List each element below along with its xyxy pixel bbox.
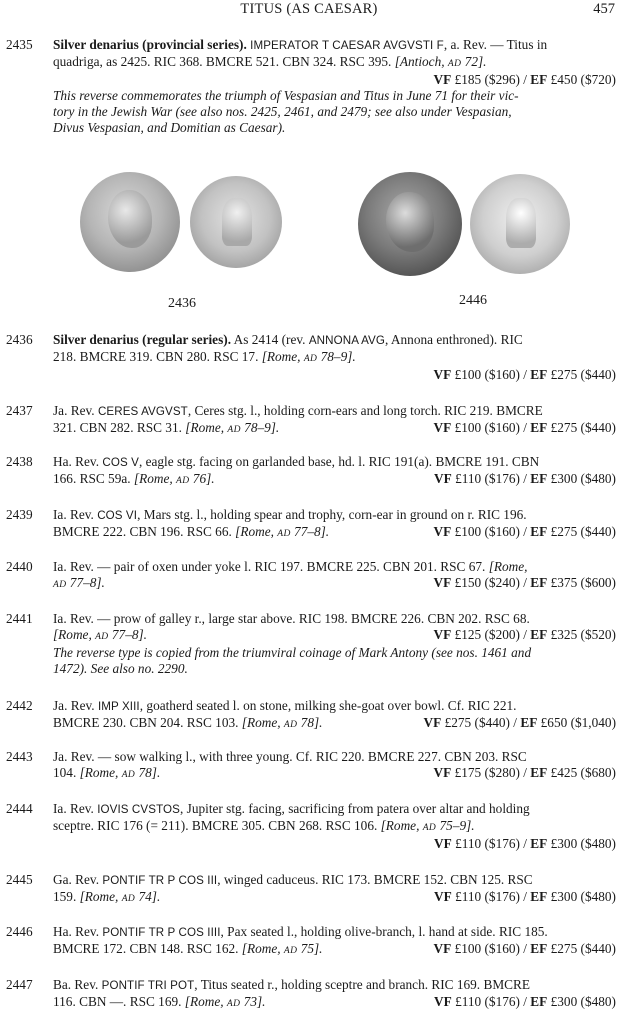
era-marker: AD (447, 59, 462, 69)
note-line: Divus Vespasian, and Domitian as Caesar). (53, 120, 286, 135)
note-line: This reverse commemorates the triumph of Vespasian and Titus in June 71 for their vic- (53, 88, 519, 103)
date-value: 74]. (135, 889, 161, 904)
entry-line (53, 559, 616, 575)
entry-body (53, 924, 616, 959)
date-value: 75–9]. (436, 818, 475, 833)
entry-text-group (53, 994, 265, 1012)
denomination-heading: Silver denarius (regular series). (53, 332, 232, 347)
price-line (434, 524, 616, 542)
entry-text: 218. BMCRE 319. CBN 280. RSC 17. (53, 349, 262, 364)
catalogue-entry-2445 (6, 872, 616, 907)
entry-text: , Titus seated r., holding sceptre and branch. RIC 169. BMCRE (194, 977, 531, 992)
price-vf: £100 ($160) / (451, 367, 531, 382)
coin-2446-obverse-image (358, 172, 462, 276)
coin-legend: IMPERATOR T CAESAR AVGVSTI F (250, 39, 444, 52)
entry-body (53, 698, 616, 733)
entry-text: Ia. Rev. (53, 507, 98, 522)
catalogue-entry-2436 (6, 332, 616, 383)
grade-vf: VF (434, 471, 452, 486)
entry-number: 2443 (6, 749, 33, 764)
catalogue-entry-2441 (6, 611, 616, 677)
catalogue-entry-2443 (6, 749, 616, 783)
mint-date (242, 941, 323, 956)
mint-place: [Rome, (235, 524, 278, 539)
entry-number: 2444 (6, 801, 33, 816)
entry-text: , Ceres stg. l., holding corn-ears and long torch. RIC 219. BMCRE (187, 403, 543, 418)
entry-text: sceptre. RIC 176 (= 211). BMCRE 305. CBN 268. RSC 106. (53, 818, 381, 833)
grade-ef: EF (530, 627, 548, 642)
era-marker: AD (277, 529, 291, 539)
era-marker: AD (226, 999, 241, 1009)
mint-date (80, 889, 161, 904)
entry-line (53, 524, 616, 542)
price-ef: £275 ($440) (547, 941, 616, 956)
grade-vf: VF (423, 715, 442, 730)
price-line (53, 836, 616, 852)
mint-place: [Rome, (133, 471, 177, 486)
entry-number: 2437 (6, 403, 33, 418)
entry-text-group (53, 941, 322, 959)
grade-ef: EF (530, 836, 548, 851)
entry-body (53, 801, 616, 852)
mint-date (262, 349, 356, 364)
era-marker: AD (53, 580, 67, 590)
grade-ef: EF (530, 420, 548, 435)
entry-text: 104. (53, 765, 80, 780)
grade-vf: VF (433, 524, 452, 539)
entry-text: Ja. Rev. (53, 698, 98, 713)
grade-ef: EF (530, 941, 548, 956)
price-line (434, 994, 616, 1012)
mint-place: [Rome, (261, 349, 304, 364)
note-line: tory in the Jewish War (see also nos. 2425, 2461, and 2479; see also under Vespasian, (53, 104, 512, 119)
entry-line (53, 801, 616, 818)
entry-number: 2441 (6, 611, 33, 626)
entry-body (53, 872, 616, 907)
price-ef: £300 ($480) (547, 836, 616, 851)
coin-2436-reverse-image (190, 176, 282, 268)
era-marker: AD (227, 425, 241, 435)
entry-line (53, 872, 616, 889)
era-marker: AD (121, 770, 136, 780)
entry-text: quadriga, as 2425. RIC 368. BMCRE 521. CBN 324. RSC 395. (53, 54, 395, 69)
entry-body (53, 559, 616, 593)
date-value: 77–8]. (108, 627, 147, 642)
grade-ef: EF (530, 575, 548, 590)
entry-line (53, 349, 616, 367)
date-value: 78]. (135, 765, 161, 780)
entry-line (53, 715, 616, 733)
grade-ef: EF (520, 715, 538, 730)
grade-ef: EF (530, 765, 548, 780)
running-title: TITUS (AS CAESAR) (240, 1, 378, 17)
grade-vf: VF (433, 72, 452, 87)
era-marker: AD (121, 894, 136, 904)
grade-ef: EF (530, 72, 548, 87)
grade-ef: EF (530, 524, 548, 539)
mint-date (53, 575, 105, 593)
grade-vf: VF (433, 941, 452, 956)
entry-text-group (53, 765, 160, 783)
entry-line: Ja. Rev. — sow walking l., with three young. Cf. RIC 220. BMCRE 227. CBN 203. RSC (53, 749, 527, 764)
entry-line (53, 977, 616, 994)
era-marker: AD (422, 823, 437, 833)
date-value: 78]. (297, 715, 323, 730)
entry-line (53, 54, 616, 72)
entry-text: , Pax seated l., holding olive-branch, l. hand at side. RIC 185. (220, 924, 548, 939)
note-line: 1472). See also no. 2290. (53, 661, 188, 676)
price-line (53, 72, 616, 88)
price-ef: £275 ($440) (547, 524, 616, 539)
entry-line (53, 765, 616, 783)
mint-place: [Rome, (241, 941, 284, 956)
mint-place: [Rome, (79, 889, 122, 904)
price-ef: £275 ($440) (547, 367, 616, 382)
entry-body (53, 749, 616, 783)
mint-place: [Rome, (53, 627, 96, 642)
price-vf: £150 ($240) / (451, 575, 531, 590)
entry-body (53, 977, 616, 1012)
coin-2446-reverse-image (470, 174, 570, 274)
page-header (0, 0, 618, 18)
entry-line (53, 924, 616, 941)
entry-text: BMCRE 230. CBN 204. RSC 103. (53, 715, 242, 730)
date-value: 78–9]. (317, 349, 356, 364)
coin-legend: COS VI (97, 509, 138, 522)
era-marker: AD (283, 946, 298, 956)
era-marker: AD (176, 476, 190, 486)
grade-ef: EF (530, 889, 548, 904)
entry-text: , Mars stg. l., holding spear and trophy, corn-ear in ground on r. RIC 196. (137, 507, 527, 522)
price-line (434, 765, 616, 783)
entry-line (53, 994, 616, 1012)
grade-vf: VF (433, 367, 452, 382)
entry-line (53, 698, 616, 715)
price-ef: £300 ($480) (547, 889, 616, 904)
price-ef: £375 ($600) (547, 575, 616, 590)
grade-vf: VF (434, 889, 452, 904)
catalogue-entry-2446 (6, 924, 616, 959)
entry-text: Ha. Rev. (53, 454, 103, 469)
entry-text: BMCRE 222. CBN 196. RSC 66. (53, 524, 236, 539)
coin-legend: COS V (102, 456, 139, 469)
page-number: 457 (593, 1, 615, 17)
date-value: 78–9]. (240, 420, 280, 435)
entry-text: Ia. Rev. — pair of oxen under yoke l. RIC 197. BMCRE 225. CBN 201. RSC 67. (53, 559, 489, 574)
coin-legend: PONTIF TRI POT (101, 979, 195, 992)
price-ef: £325 ($520) (547, 627, 616, 642)
entry-line (53, 575, 616, 593)
mint-date (242, 715, 323, 730)
mint-place: [Antioch, (394, 54, 448, 69)
price-ef: £300 ($480) (547, 994, 616, 1009)
price-vf: £110 ($176) / (451, 994, 531, 1009)
entry-number: 2446 (6, 924, 33, 939)
price-line (53, 367, 616, 383)
entry-text: BMCRE 172. CBN 148. RSC 162. (53, 941, 242, 956)
mint-place: [Rome, (488, 559, 528, 574)
catalogue-entry-2435 (6, 37, 616, 136)
entry-body (53, 507, 616, 542)
coin-2436-obverse-image (80, 172, 180, 272)
entry-body (53, 611, 616, 677)
mint-date (185, 420, 279, 435)
mint-date (53, 627, 147, 645)
entry-line (53, 818, 616, 836)
mint-date (395, 54, 487, 69)
catalogue-entry-2439 (6, 507, 616, 542)
coin-legend: ANNONA AVG (308, 334, 385, 347)
mint-date (381, 818, 475, 833)
coin-plate (0, 170, 618, 315)
entry-line (53, 403, 616, 420)
entry-number: 2436 (6, 332, 33, 347)
entry-text: Ga. Rev. (53, 872, 103, 887)
coin-legend: PONTIF TR P COS IIII (102, 926, 221, 939)
mint-place: [Rome, (380, 818, 423, 833)
price-vf: £100 ($160) / (451, 524, 531, 539)
entry-text-group (53, 420, 279, 438)
mint-place: [Rome, (79, 765, 122, 780)
entry-text: 159. (53, 889, 80, 904)
catalogue-entry-2438 (6, 454, 616, 489)
price-vf: £185 ($296) / (451, 72, 531, 87)
entry-number: 2447 (6, 977, 33, 992)
entry-text: Ha. Rev. (53, 924, 103, 939)
grade-vf: VF (434, 836, 452, 851)
entry-text-group (53, 524, 329, 542)
entry-text: 321. CBN 282. RSC 31. (53, 420, 186, 435)
price-vf: £110 ($176) / (451, 889, 531, 904)
grade-vf: VF (433, 575, 452, 590)
price-vf: £110 ($176) / (451, 471, 531, 486)
date-value: 72]. (461, 54, 487, 69)
coin-legend: CERES AVGVST (97, 405, 188, 418)
price-line (434, 627, 616, 645)
entry-text-group (53, 715, 322, 733)
grade-ef: EF (530, 367, 548, 382)
mint-date (235, 524, 329, 539)
denomination-heading: Silver denarius (provincial series). (53, 37, 247, 52)
entry-line: Ia. Rev. — prow of galley r., large star above. RIC 198. BMCRE 226. CBN 202. RSC 68. (53, 611, 530, 626)
price-line (434, 420, 616, 438)
entry-body (53, 403, 616, 438)
entry-text: , Annona enthroned). RIC (385, 332, 523, 347)
price-line (434, 889, 616, 907)
era-marker: AD (303, 354, 318, 364)
entry-line (53, 420, 616, 438)
grade-vf: VF (433, 420, 452, 435)
price-ef: £275 ($440) (547, 420, 616, 435)
price-line (434, 575, 616, 593)
entry-body (53, 332, 616, 383)
catalogue-entry-2442 (6, 698, 616, 733)
entry-text-group (53, 889, 160, 907)
entry-text: As 2414 (rev. (231, 332, 309, 347)
grade-ef: EF (530, 471, 548, 486)
entry-text: 166. RSC 59a. (53, 471, 134, 486)
entry-text: Ja. Rev. (53, 403, 98, 418)
entry-number: 2440 (6, 559, 33, 574)
mint-date (80, 765, 161, 780)
mint-place: [Rome, (185, 420, 228, 435)
price-ef: £300 ($480) (547, 471, 616, 486)
price-ef: £650 ($1,040) (537, 715, 616, 730)
entry-number: 2435 (6, 37, 33, 52)
era-marker: AD (283, 720, 298, 730)
coin-label-right: 2446 (459, 293, 487, 308)
entry-number: 2438 (6, 454, 33, 469)
catalogue-entry-2447 (6, 977, 616, 1012)
entry-text: 116. CBN —. RSC 169. (53, 994, 185, 1009)
price-line (434, 941, 616, 959)
entry-text: , a. Rev. — Titus in (443, 37, 548, 52)
date-value: 77–8]. (66, 575, 105, 590)
mint-place: [Rome, (184, 994, 227, 1009)
grade-vf: VF (433, 627, 452, 642)
catalogue-entry-2440 (6, 559, 616, 593)
price-line (434, 471, 616, 489)
entry-text: Ba. Rev. (53, 977, 102, 992)
note-line: The reverse type is copied from the triumviral coinage of Mark Antony (see nos. 1461 and (53, 645, 532, 660)
mint-date (134, 471, 215, 486)
entry-text: , eagle stg. facing on garlanded base, hd. l. RIC 191(a). BMCRE 191. CBN (138, 454, 540, 469)
price-vf: £100 ($160) / (451, 941, 531, 956)
entry-text: , goatherd seated l. on stone, milking she-goat over bowl. Cf. RIC 221. (139, 698, 517, 713)
date-value: 73]. (240, 994, 266, 1009)
entry-line (53, 941, 616, 959)
price-line (424, 715, 616, 733)
entry-line (53, 37, 616, 54)
entry-line (53, 471, 616, 489)
coin-legend: IOVIS CVSTOS (97, 803, 180, 816)
catalogue-entry-2437 (6, 403, 616, 438)
entry-text: , Jupiter stg. facing, sacrificing from patera over altar and holding (180, 801, 530, 816)
price-vf: £175 ($280) / (451, 765, 531, 780)
mint-date (185, 994, 266, 1009)
grade-vf: VF (433, 765, 452, 780)
date-value: 77–8]. (290, 524, 330, 539)
mint-place: [Rome, (241, 715, 284, 730)
entry-number: 2445 (6, 872, 33, 887)
entry-number: 2439 (6, 507, 33, 522)
price-vf: £100 ($160) / (451, 420, 531, 435)
entry-body (53, 37, 616, 136)
price-vf: £125 ($200) / (451, 627, 531, 642)
price-vf: £275 ($440) / (441, 715, 521, 730)
entry-body (53, 454, 616, 489)
entry-line (53, 454, 616, 471)
entry-text: Ia. Rev. (53, 801, 98, 816)
price-vf: £110 ($176) / (451, 836, 531, 851)
entry-line (53, 627, 616, 645)
entry-number: 2442 (6, 698, 33, 713)
coin-label-left: 2436 (168, 296, 196, 311)
coin-legend: PONTIF TR P COS III (102, 874, 218, 887)
entry-line (53, 889, 616, 907)
entry-line (53, 332, 616, 349)
coin-legend: IMP XIII (97, 700, 140, 713)
entry-line (53, 507, 616, 524)
grade-ef: EF (530, 994, 548, 1009)
entry-text: , winged caduceus. RIC 173. BMCRE 152. CBN 125. RSC (217, 872, 533, 887)
era-marker: AD (95, 632, 109, 642)
price-ef: £450 ($720) (547, 72, 616, 87)
catalogue-entry-2444 (6, 801, 616, 852)
price-ef: £425 ($680) (547, 765, 616, 780)
date-value: 76]. (189, 471, 215, 486)
entry-text-group (53, 471, 215, 489)
grade-vf: VF (434, 994, 452, 1009)
date-value: 75]. (297, 941, 323, 956)
